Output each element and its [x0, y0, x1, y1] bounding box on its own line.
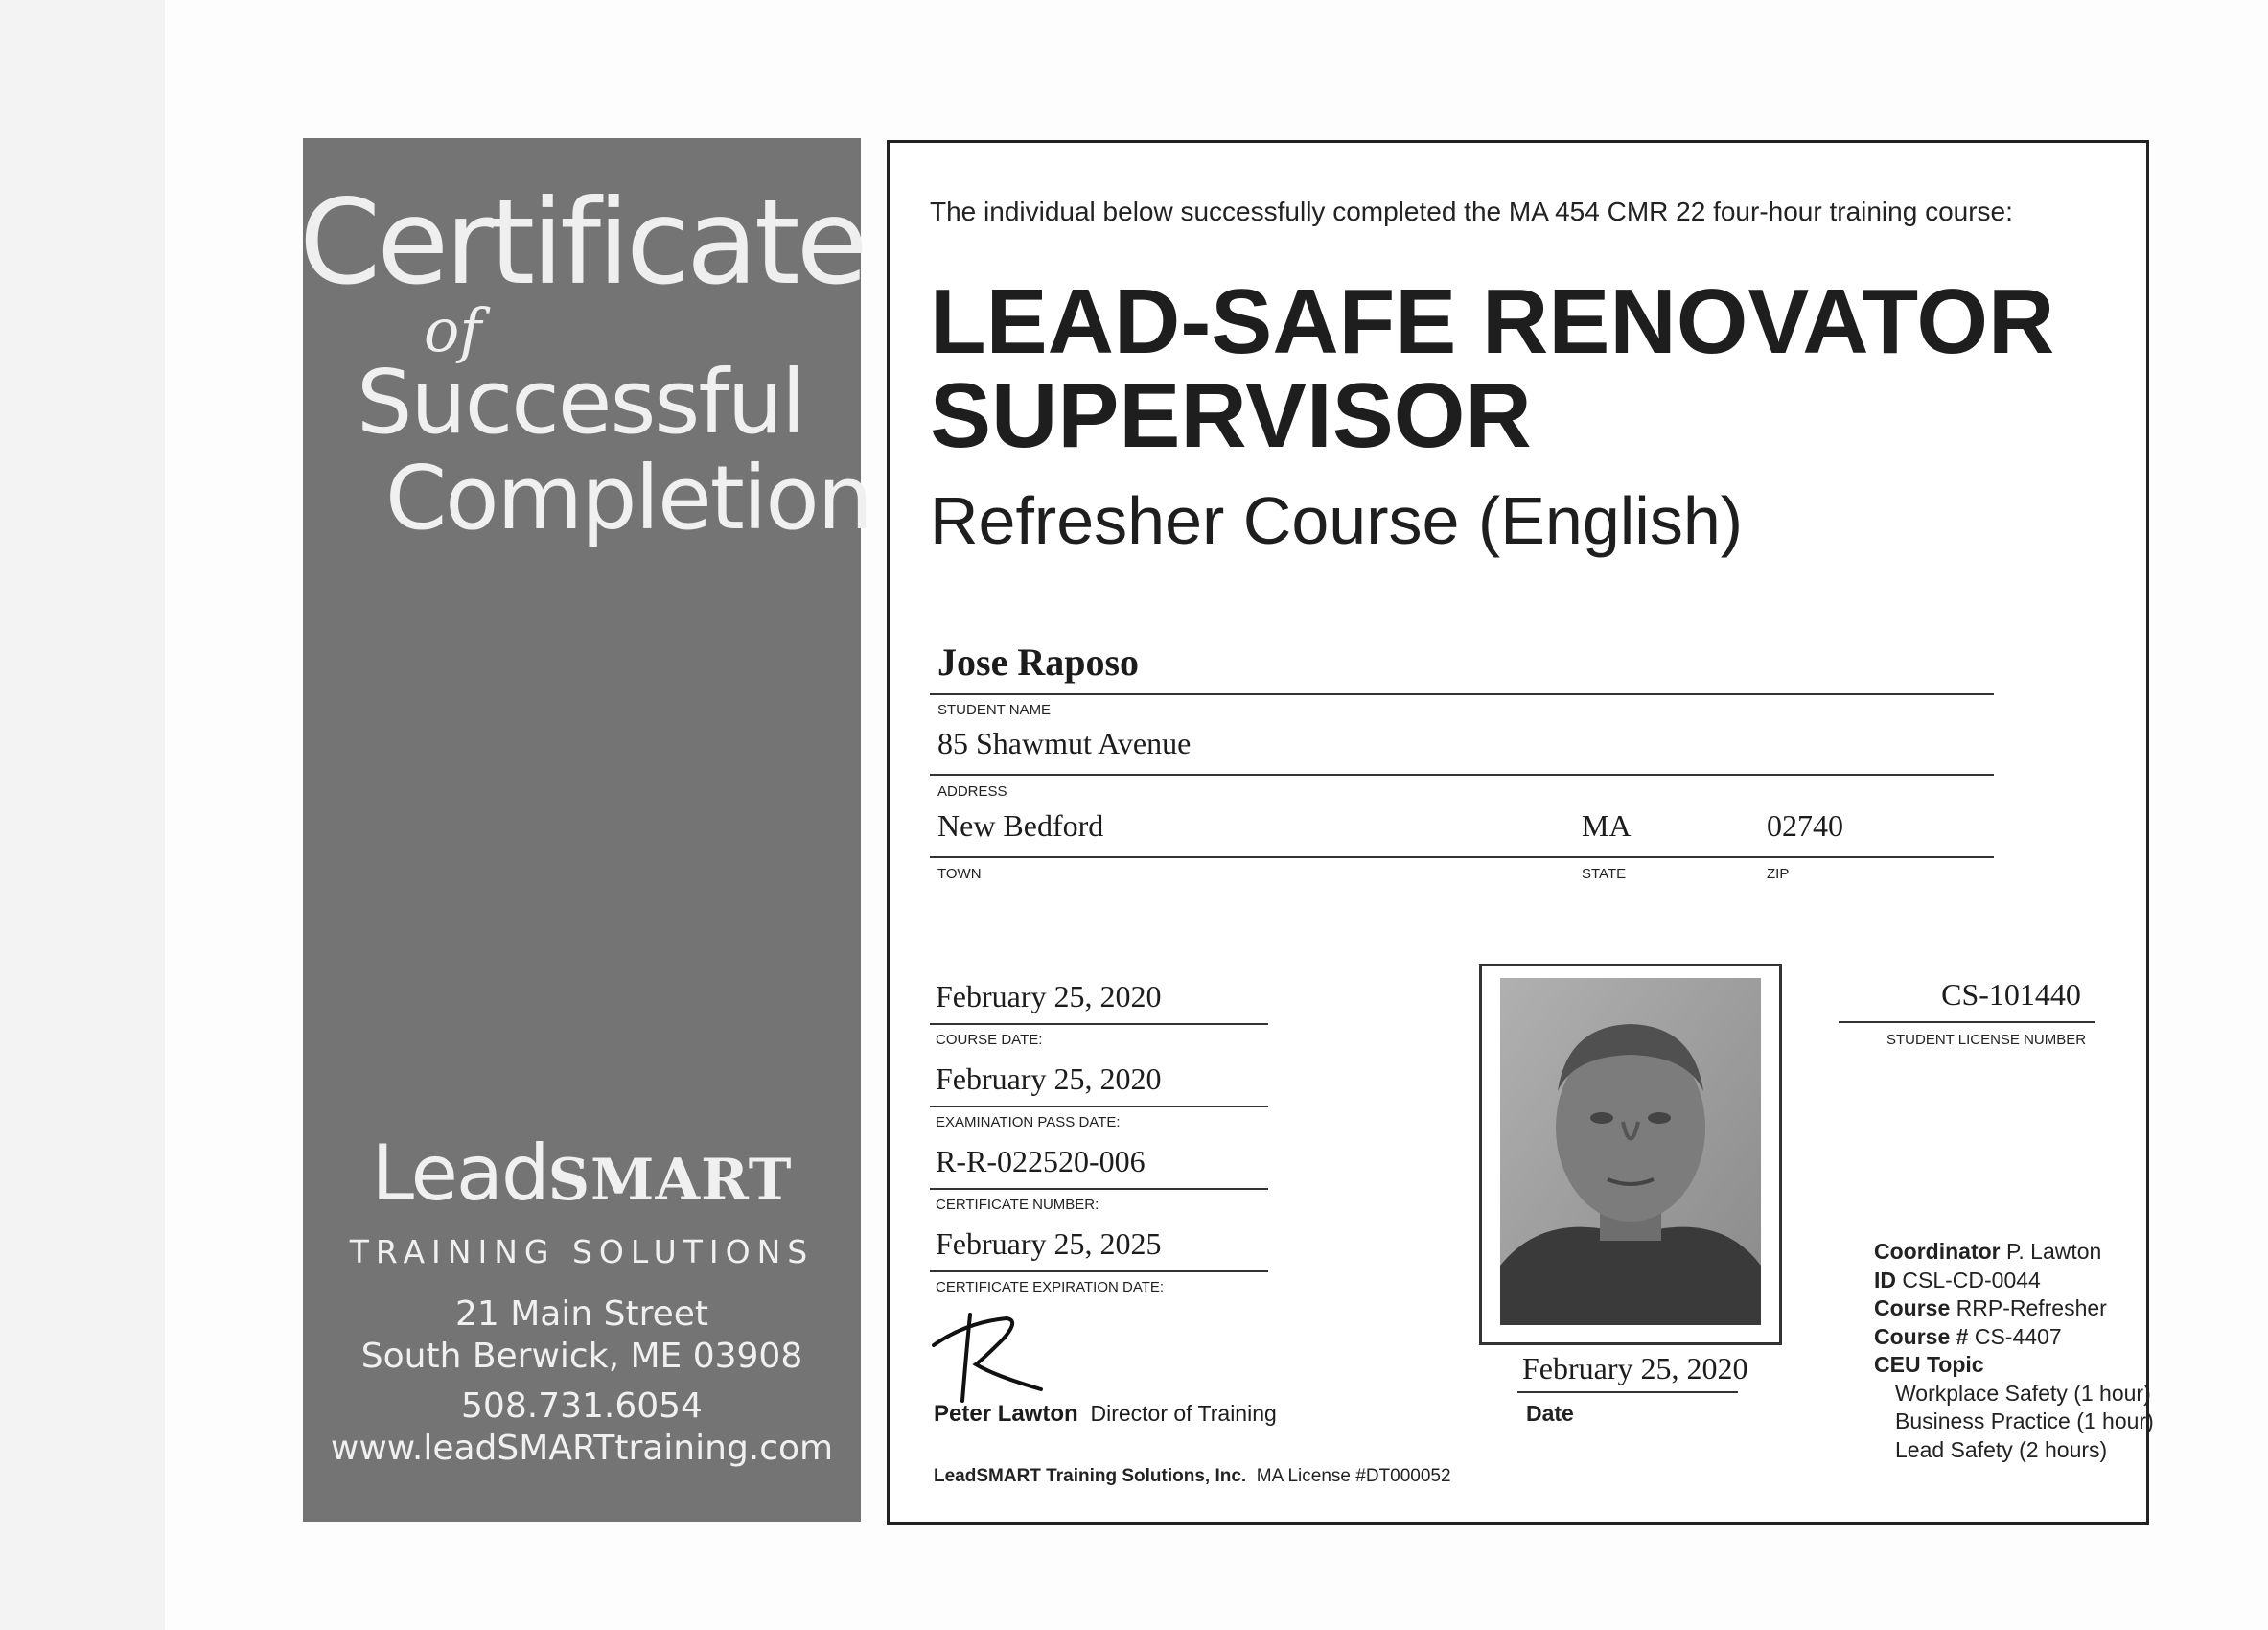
certificate-side-panel — [299, 138, 871, 1522]
id-value: CSL-CD-0044 — [1902, 1267, 2041, 1292]
footer-company: LeadSMART Training Solutions, Inc. — [934, 1466, 1247, 1486]
course-label: Course — [1874, 1295, 1951, 1320]
course-title-line2: SUPERVISOR — [930, 364, 1532, 467]
exam-date-label: EXAMINATION PASS DATE: — [936, 1114, 1121, 1130]
ceu-topic-2: Business Practice (1 hour) — [1895, 1409, 2154, 1433]
certificate-number-value: R-R-022520-006 — [936, 1144, 1146, 1178]
course-number-label: Course # — [1874, 1323, 1969, 1349]
town-value: New Bedford — [937, 808, 1104, 843]
coordinator-label: Coordinator — [1874, 1239, 2001, 1264]
zip-label: ZIP — [1767, 866, 1790, 882]
address-label: ADDRESS — [937, 783, 1007, 800]
id-label: ID — [1874, 1267, 1896, 1292]
certificate-footer — [934, 1466, 1451, 1487]
address-rule — [930, 774, 1994, 776]
ceu-topic-label: CEU Topic — [1874, 1352, 1984, 1377]
course-number-value: CS-4407 — [1974, 1323, 2062, 1349]
course-title — [930, 270, 2055, 467]
license-number-rule — [1839, 1021, 2095, 1023]
town-label: TOWN — [937, 866, 982, 882]
course-date-label: COURSE DATE: — [936, 1032, 1043, 1048]
signatory-name: Peter Lawton — [934, 1401, 1078, 1427]
student-photo-frame — [1479, 964, 1782, 1345]
exam-date-value: February 25, 2020 — [936, 1061, 1162, 1096]
course-line — [1874, 1294, 2154, 1323]
ceu-topic-line — [1874, 1351, 2154, 1380]
leadsmart-logo — [303, 1129, 861, 1218]
certificate-main-panel — [887, 140, 2154, 1525]
company-street: 21 Main Street — [454, 1294, 709, 1334]
logo-smart-text: SMART — [547, 1147, 793, 1214]
license-number-value: CS-101440 — [1941, 977, 2081, 1012]
course-info-block — [1874, 1238, 2154, 1464]
course-number-line — [1874, 1323, 2154, 1352]
student-name-rule — [930, 693, 1994, 695]
address-value: 85 Shawmut Avenue — [937, 726, 1192, 760]
course-title-line1: LEAD-SAFE RENOVATOR — [930, 270, 2055, 373]
ceu-topic-3: Lead Safety (2 hours) — [1895, 1436, 2108, 1462]
course-subtitle: Refresher Course (English) — [930, 483, 1744, 558]
heading-of: of — [424, 295, 482, 365]
certificate-number-label: CERTIFICATE NUMBER: — [936, 1197, 1099, 1213]
intro-statement: The individual below successfully completed the MA 454 CMR 22 four-hour training course: — [930, 197, 2013, 226]
id-line — [1874, 1267, 2154, 1295]
certificate-heading: Certificate — [299, 175, 865, 311]
town-rule — [930, 856, 1994, 858]
logo-tagline: TRAINING SOLUTIONS — [349, 1233, 815, 1270]
company-website: www.leadSMARTtraining.com — [330, 1429, 834, 1468]
company-city: South Berwick, ME 03908 — [360, 1337, 803, 1376]
certificate-number-rule — [930, 1188, 1268, 1190]
expiration-date-label: CERTIFICATE EXPIRATION DATE: — [936, 1279, 1165, 1295]
zip-value: 02740 — [1767, 808, 1843, 843]
photo-date-label: Date — [1526, 1401, 1574, 1426]
photo-date-rule — [1517, 1391, 1738, 1393]
signatory-title: Director of Training — [1090, 1401, 1277, 1426]
course-value: RRP-Refresher — [1956, 1295, 2107, 1320]
student-photo — [1500, 978, 1761, 1325]
student-name-label: STUDENT NAME — [937, 702, 1052, 718]
exam-date-rule — [930, 1106, 1268, 1107]
expiration-date-rule — [930, 1270, 1268, 1272]
ceu-topic-1: Workplace Safety (1 hour) — [1895, 1380, 2151, 1406]
coordinator-line — [1874, 1238, 2154, 1267]
student-portrait-image — [1500, 978, 1761, 1325]
logo-lead-text: Lead — [371, 1129, 548, 1218]
student-name-value: Jose Raposo — [937, 640, 1140, 684]
heading-completion: Completion — [385, 447, 871, 549]
expiration-date-value: February 25, 2025 — [936, 1226, 1162, 1261]
state-value: MA — [1582, 808, 1632, 843]
company-phone: 508.731.6054 — [461, 1386, 703, 1426]
heading-successful: Successful — [357, 351, 804, 454]
course-date-rule — [930, 1023, 1268, 1025]
signatory-line — [934, 1401, 1277, 1428]
footer-license: MA License #DT000052 — [1256, 1466, 1451, 1486]
license-number-label: STUDENT LICENSE NUMBER — [1886, 1032, 2087, 1048]
state-label: STATE — [1582, 866, 1627, 882]
course-date-value: February 25, 2020 — [936, 979, 1162, 1013]
coordinator-value: P. Lawton — [2006, 1239, 2102, 1264]
director-signature — [928, 1305, 1072, 1410]
photo-date-value: February 25, 2020 — [1522, 1351, 1748, 1386]
